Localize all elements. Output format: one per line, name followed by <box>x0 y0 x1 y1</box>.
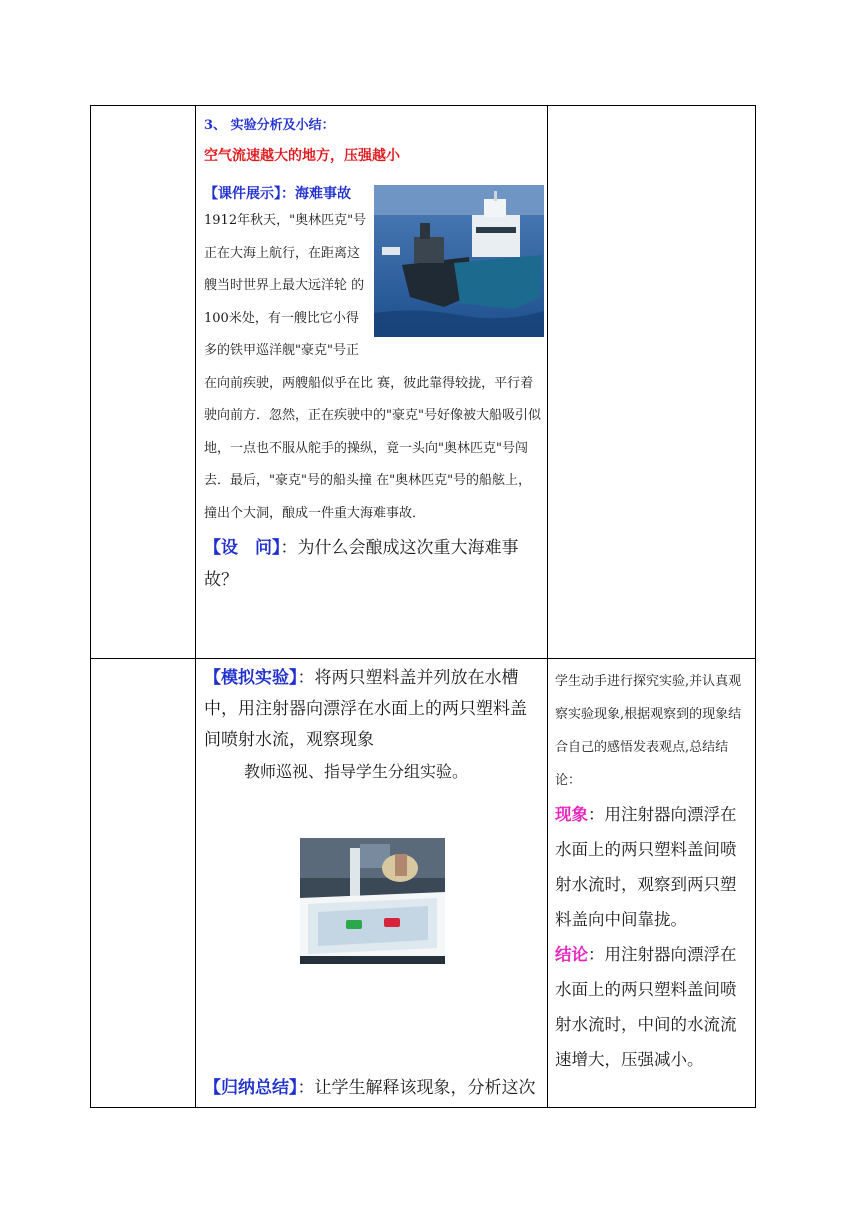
summary-block <box>204 1074 541 1102</box>
courseware-topic: ：海难事故 <box>281 186 351 202</box>
question-label: 【设 问】 <box>204 538 281 558</box>
lesson-table <box>90 105 756 1108</box>
phenomenon-block <box>555 797 749 937</box>
empty-cell <box>91 106 196 659</box>
question-block <box>204 532 541 596</box>
ship-collision-photo-icon <box>374 185 544 337</box>
experiment-cell <box>196 659 548 1108</box>
teacher-note: 教师巡视、指导学生分组实验。 <box>244 762 469 781</box>
student-intro: 学生动手进行探究实验,并认真观察实验现象,根据观察到的现象结合自己的感悟发表观点,总结结论： <box>555 674 742 788</box>
conclusion-label: 结论 <box>555 945 588 964</box>
phenomenon-label: 现象 <box>555 805 588 824</box>
experiment-text: ：将两只塑料盖并列放在水槽中，用注射器向漂浮在水面上的两只塑料盖间喷射水流，观察现象 <box>204 668 527 750</box>
experiment-block <box>204 663 541 756</box>
summary-text: ：让学生解释该现象，分析这次 <box>297 1078 536 1098</box>
section-heading: 3、 实验分析及小结： <box>204 118 335 133</box>
empty-cell <box>548 106 756 659</box>
water-tank-experiment-photo-icon <box>300 838 445 964</box>
question-text: ：为什么会酿成这次重大海难事故？ <box>204 538 519 590</box>
conclusion-text: ：用注射器向漂浮在水面上的两只塑料盖间喷射水流时，中间的水流流速增大，压强减小。 <box>555 945 737 1069</box>
courseware-label: 【课件展示】 <box>204 186 281 202</box>
section-conclusion: 空气流速越大的地方，压强越小 <box>204 148 400 164</box>
empty-cell <box>91 659 196 1108</box>
experiment-label: 【模拟实验】 <box>204 668 298 688</box>
table-row <box>91 659 756 1108</box>
courseware-story <box>204 185 541 530</box>
phenomenon-text: ：用注射器向漂浮在水面上的两只塑料盖间喷射水流时，观察到两只塑料盖向中间靠拢。 <box>555 805 737 929</box>
experiment-photo <box>300 838 445 964</box>
student-activity-cell <box>548 659 756 1108</box>
table-row <box>91 106 756 659</box>
conclusion-block <box>555 937 749 1077</box>
teaching-content-cell <box>196 106 548 659</box>
story-paragraph: 1912年秋天，"奥林匹克"号正在大海上航行，在距离这艘当时世界上最大远洋轮 的100米处，有一艘比它小得多的铁甲巡洋舰"豪克"号正在向前疾驶，两艘船似乎在比 赛，彼此靠得较拢，平行着驶向前方．忽然，正在疾驶中的"豪克"号好像被大船吸引似地，一点也不服从舵手的操纵，竟一头向"奥林匹克"号闯去．最后，"豪克"号的船头撞 在"奥林匹克"号的船舷上，撞出个大洞，酿成一件重大海难事故． <box>204 213 541 521</box>
summary-label: 【归纳总结】 <box>204 1078 298 1098</box>
